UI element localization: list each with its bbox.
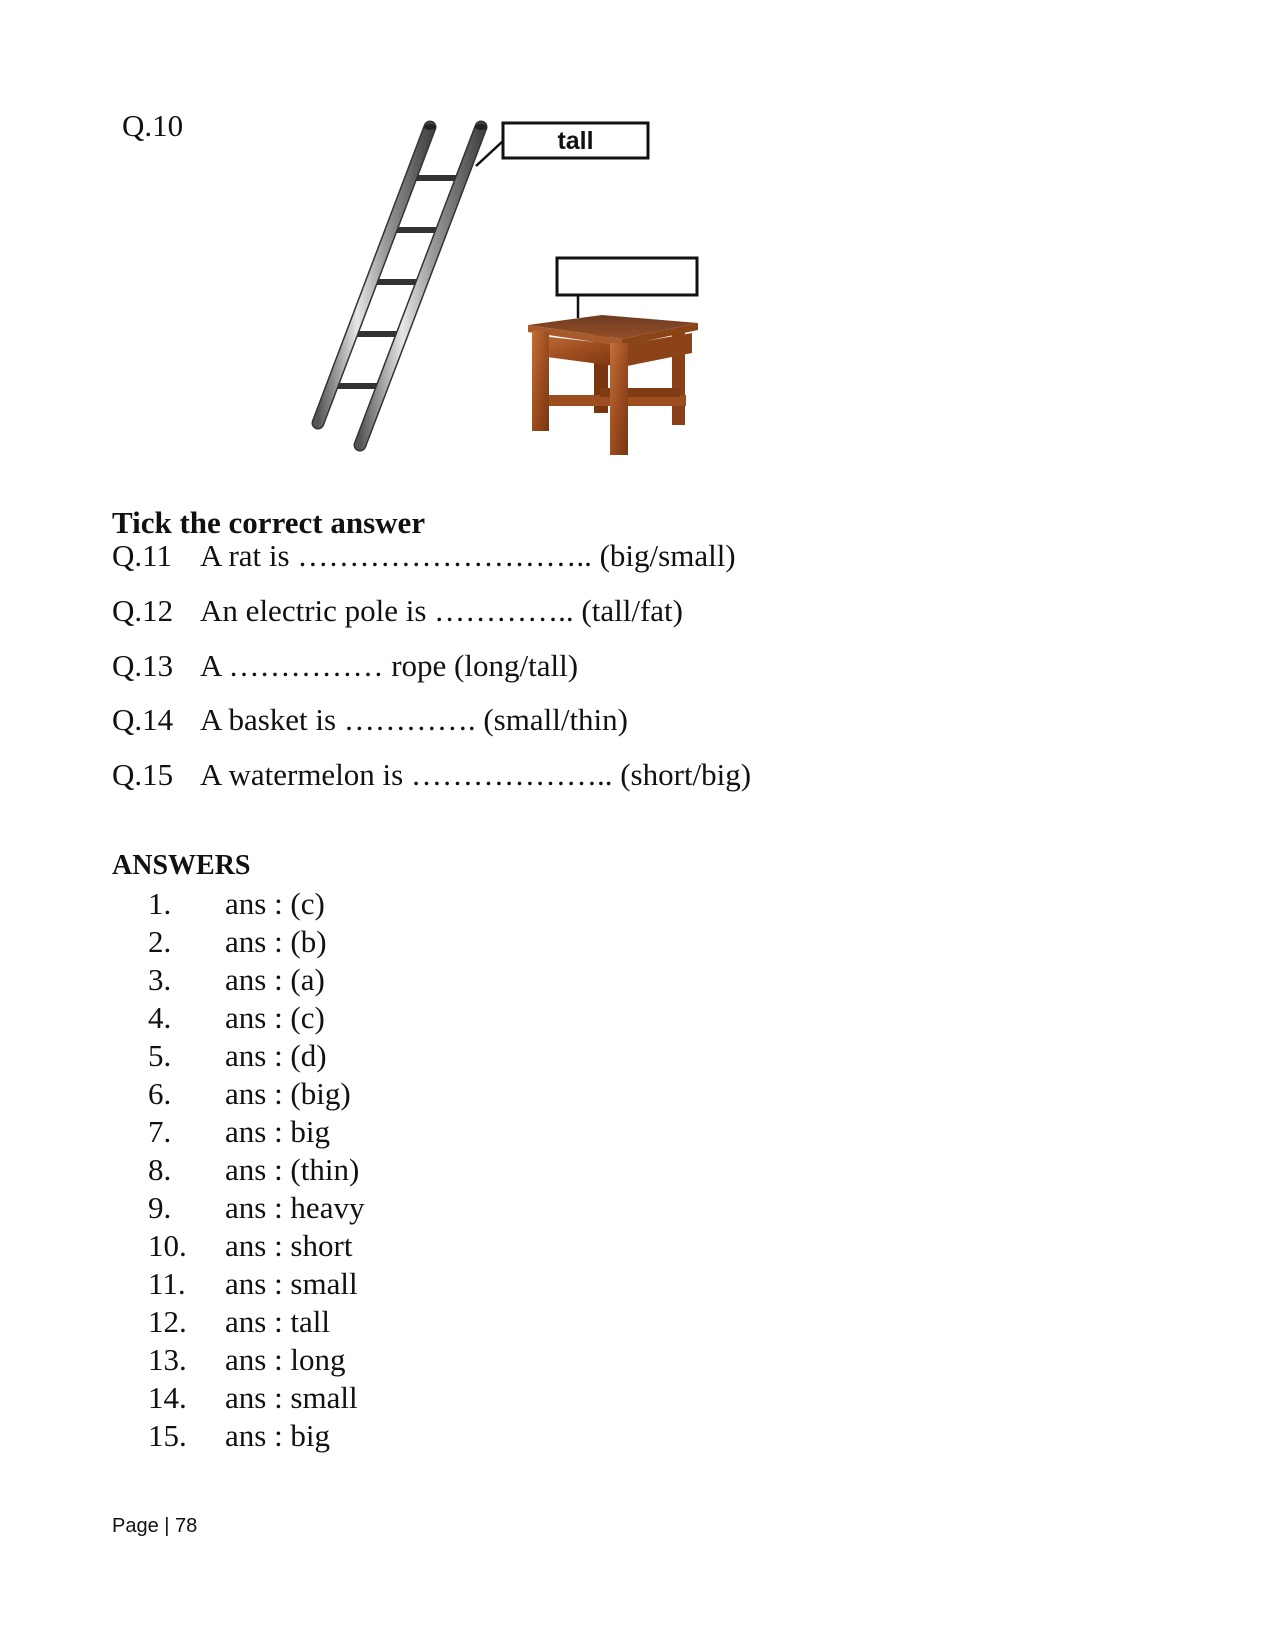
answer-text: ans : (big) (225, 1076, 351, 1111)
answer-item (148, 1151, 364, 1189)
answer-number: 2. (148, 924, 172, 959)
answer-number: 13. (148, 1342, 187, 1377)
stool-label-box (557, 258, 697, 318)
answer-text: ans : heavy (225, 1190, 365, 1225)
question-text: A basket is …………. (small/thin) (200, 702, 628, 737)
answer-item (148, 1037, 364, 1075)
ladder-stool-figure (300, 105, 760, 485)
answer-item (148, 961, 364, 999)
question-number: Q.15 (112, 757, 174, 792)
answer-text: ans : (c) (225, 1000, 325, 1035)
answer-text: ans : (thin) (225, 1152, 360, 1187)
question-text: An electric pole is ………….. (tall/fat) (200, 593, 683, 628)
answer-text: ans : (a) (225, 962, 325, 997)
question-text: A …………… rope (long/tall) (200, 648, 579, 683)
ladder-label-box (476, 123, 648, 166)
answer-item (148, 1379, 364, 1417)
answer-item (148, 999, 364, 1037)
answer-item (148, 1265, 364, 1303)
answer-number: 7. (148, 1114, 172, 1149)
question-13 (112, 648, 578, 684)
page-footer: Page | 78 (112, 1515, 198, 1537)
question-10-label: Q.10 (122, 108, 184, 143)
answer-item (148, 1075, 364, 1113)
question-14 (112, 702, 628, 738)
answer-item (148, 1113, 364, 1151)
answer-number: 8. (148, 1152, 172, 1187)
answer-item (148, 1417, 364, 1455)
answer-text: ans : big (225, 1418, 331, 1453)
answers-heading: ANSWERS (112, 850, 251, 881)
answer-number: 3. (148, 962, 172, 997)
question-text: A rat is ……………………….. (big/small) (200, 538, 736, 573)
ladder-label: tall (557, 127, 594, 155)
question-number: Q.11 (112, 538, 172, 573)
answer-number: 6. (148, 1076, 172, 1111)
question-12 (112, 593, 683, 629)
answer-text: ans : (d) (225, 1038, 327, 1073)
answer-number: 11. (148, 1266, 186, 1301)
answer-number: 14. (148, 1380, 187, 1415)
answer-text: ans : short (225, 1228, 353, 1263)
question-15 (112, 757, 751, 793)
answer-item (148, 885, 364, 923)
answer-number: 5. (148, 1038, 172, 1073)
stool-icon (528, 315, 698, 455)
answer-text: ans : small (225, 1380, 358, 1415)
question-11 (112, 538, 736, 574)
answer-number: 10. (148, 1228, 187, 1263)
answer-item (148, 1227, 364, 1265)
answer-number: 12. (148, 1304, 187, 1339)
ladder-stool-illustration (300, 105, 760, 485)
answer-item (148, 1303, 364, 1341)
question-number: Q.13 (112, 648, 174, 683)
question-number: Q.14 (112, 702, 174, 737)
answer-text: ans : (c) (225, 886, 325, 921)
answer-item (148, 1189, 364, 1227)
answer-number: 1. (148, 886, 172, 921)
answer-item (148, 923, 364, 961)
answer-text: ans : big (225, 1114, 331, 1149)
answer-number: 4. (148, 1000, 172, 1035)
answer-item (148, 1341, 364, 1379)
answer-number: 9. (148, 1190, 172, 1225)
answer-list (148, 885, 364, 1455)
answer-text: ans : small (225, 1266, 358, 1301)
answer-text: ans : long (225, 1342, 346, 1377)
question-text: A watermelon is ……………….. (short/big) (200, 757, 752, 792)
ladder-icon (318, 124, 487, 445)
answer-number: 15. (148, 1418, 187, 1453)
answer-text: ans : (b) (225, 924, 327, 959)
answer-text: ans : tall (225, 1304, 331, 1339)
section-heading: Tick the correct answer (112, 505, 426, 540)
question-number: Q.12 (112, 593, 174, 628)
